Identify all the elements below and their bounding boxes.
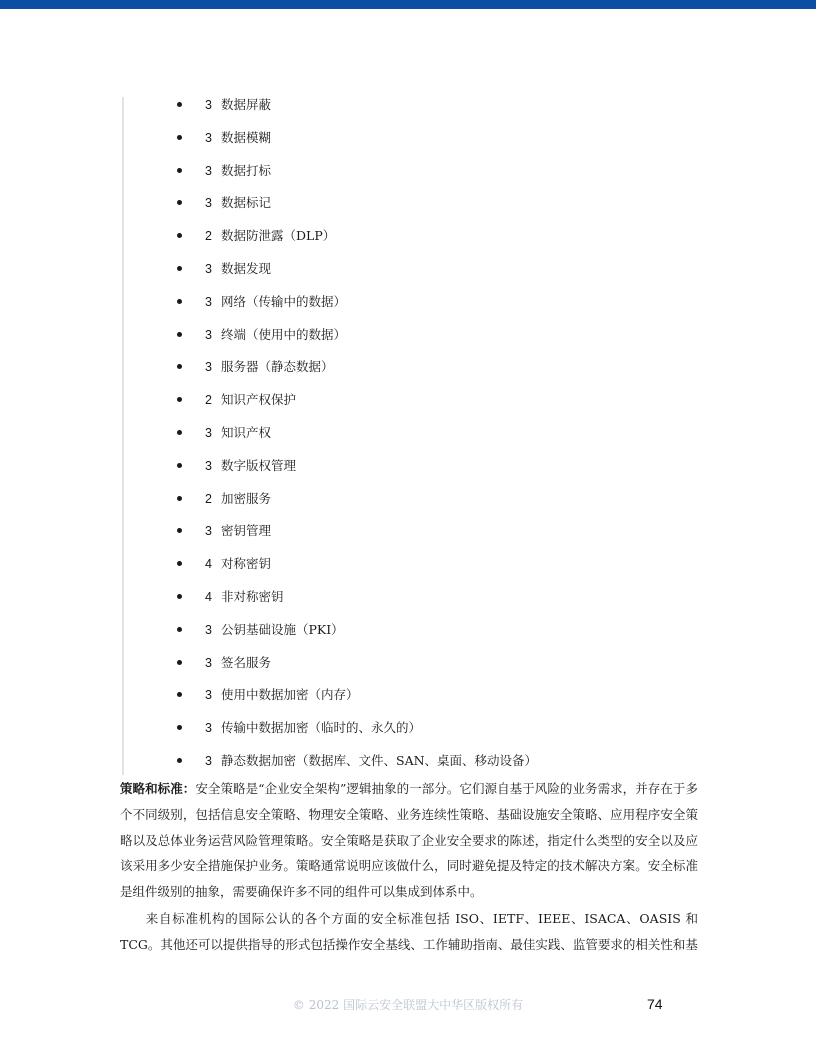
bullet-text: 数据防泄露（DLP） [221, 228, 336, 244]
bullet-text: 知识产权 [221, 424, 272, 440]
list-item [0, 387, 816, 420]
bullet-dot-icon [177, 135, 182, 140]
bullet-text: 知识产权保护 [221, 392, 297, 408]
bullet-level-number: 3 [205, 98, 212, 112]
bullet-text: 服务器（静态数据） [221, 359, 334, 375]
list-item [0, 518, 816, 551]
bullet-dot-icon [177, 561, 182, 566]
bullet-dot-icon [177, 364, 182, 369]
list-item [0, 650, 816, 683]
header-accent-bar [0, 0, 816, 9]
paragraph-body: 安全策略是“企业安全架构”逻辑抽象的一部分。它们源自基于风险的业务需求，并存在于多个不同级别，包括信息安全策略、物理安全策略、业务连续性策略、基础设施安全策略、应用程序安全策略以及总体业务运营风险管理策略。安全策略是获取了企业安全要求的陈述，指定什么类型的安全以及应该采用多少安全措施保护业务。策略通常说明应该做什么，同时避免提及特定的技术解决方案。安全标准是组件级别的抽象，需要确保许多不同的组件可以集成到体系中。 [120, 781, 698, 900]
bullet-dot-icon [177, 233, 182, 238]
bullet-dot-icon [177, 692, 182, 697]
bullet-dot-icon [177, 397, 182, 402]
list-item [0, 190, 816, 223]
bullet-level-number: 2 [205, 229, 212, 244]
bullet-text: 数据屏蔽 [221, 97, 272, 112]
bullet-dot-icon [177, 627, 182, 632]
bullet-text: 公钥基础设施（PKI） [221, 621, 344, 637]
bullet-level-number: 2 [205, 393, 212, 408]
list-item [0, 158, 816, 191]
bullet-text: 使用中数据加密（内存） [221, 687, 359, 703]
bullet-level-number: 3 [205, 524, 212, 539]
page-number: 74 [647, 996, 663, 1012]
bullet-level-number: 3 [205, 721, 212, 736]
bullet-level-number: 3 [205, 261, 212, 276]
bullet-dot-icon [177, 463, 182, 468]
list-item [0, 486, 816, 519]
bullet-level-number: 3 [205, 360, 212, 375]
bullet-text: 签名服务 [221, 654, 272, 670]
bullet-level-number: 3 [205, 425, 212, 440]
bullet-dot-icon [177, 266, 182, 271]
bullet-level-number: 3 [205, 688, 212, 703]
bullet-dot-icon [177, 200, 182, 205]
list-item [0, 682, 816, 715]
bullet-text: 静态数据加密（数据库、文件、SAN、桌面、移动设备） [221, 752, 538, 768]
capability-bullet-list [0, 92, 816, 781]
bullet-dot-icon [177, 430, 182, 435]
bullet-level-number: 3 [205, 163, 212, 178]
list-item [0, 715, 816, 748]
bullet-level-number: 3 [205, 196, 212, 211]
bullet-level-number: 2 [205, 491, 212, 506]
bullet-level-number: 4 [205, 589, 212, 604]
bullet-text: 密钥管理 [221, 523, 272, 539]
bullet-text: 非对称密钥 [221, 588, 284, 604]
list-item [0, 584, 816, 617]
list-item [0, 223, 816, 256]
list-item [0, 92, 816, 125]
bullet-text: 加密服务 [221, 490, 272, 506]
policy-standards-paragraph [120, 776, 698, 905]
list-item [0, 125, 816, 158]
bullet-level-number: 3 [205, 294, 212, 309]
list-item [0, 551, 816, 584]
bullet-level-number: 4 [205, 557, 212, 572]
bullet-level-number: 3 [205, 458, 212, 473]
bullet-text: 对称密钥 [221, 556, 272, 572]
paragraph-lead-in: 策略和标准： [120, 781, 196, 796]
bullet-dot-icon [177, 496, 182, 501]
bullet-text: 数据模糊 [221, 129, 272, 145]
bullet-text: 数据标记 [221, 195, 272, 211]
bullet-text: 网络（传输中的数据） [221, 293, 347, 309]
bullet-level-number: 3 [205, 327, 212, 342]
footer-copyright: © 2022 国际云安全联盟大中华区版权所有 [292, 998, 524, 1012]
bullet-dot-icon [177, 528, 182, 533]
bullet-text: 数字版权管理 [221, 457, 297, 473]
list-item [0, 354, 816, 387]
bullet-dot-icon [177, 299, 182, 304]
bullet-dot-icon [177, 660, 182, 665]
list-item [0, 420, 816, 453]
list-item [0, 289, 816, 322]
list-item [0, 453, 816, 486]
bullet-dot-icon [177, 168, 182, 173]
bullet-level-number: 3 [205, 753, 212, 768]
bullet-text: 传输中数据加密（临时的、永久的） [221, 720, 422, 736]
bullet-level-number: 3 [205, 622, 212, 637]
bullet-dot-icon [177, 758, 182, 763]
list-item [0, 256, 816, 289]
bullet-level-number: 3 [205, 655, 212, 670]
bullet-dot-icon [177, 102, 182, 107]
bullet-text: 数据发现 [221, 260, 272, 276]
paragraph-body: 来自标准机构的国际公认的各个方面的安全标准包括 ISO、IETF、IEEE、ISACA、OASIS 和 TCG。其他还可以提供指导的形式包括操作安全基线、工作辅助指南、最佳实践、监管要求的相关性和基 [120, 911, 698, 952]
list-item [0, 617, 816, 650]
bullet-dot-icon [177, 594, 182, 599]
bullet-text: 终端（使用中的数据） [221, 326, 347, 342]
bullet-dot-icon [177, 725, 182, 730]
standards-bodies-paragraph [120, 906, 698, 958]
list-item [0, 322, 816, 355]
bullet-text: 数据打标 [221, 162, 272, 178]
bullet-dot-icon [177, 332, 182, 337]
bullet-level-number: 3 [205, 130, 212, 145]
